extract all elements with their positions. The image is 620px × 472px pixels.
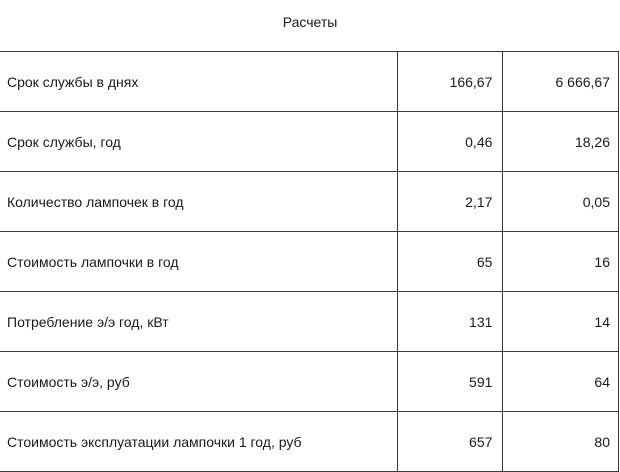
document-title: Расчеты bbox=[282, 14, 338, 30]
row-value-1: 591 bbox=[397, 352, 503, 412]
table-row bbox=[0, 292, 619, 352]
row-value-1: 0,46 bbox=[397, 112, 503, 172]
table-row bbox=[0, 232, 619, 292]
row-value-2: 14 bbox=[503, 292, 619, 352]
row-value-2: 64 bbox=[503, 352, 619, 412]
calculations-table bbox=[0, 51, 619, 472]
table-row bbox=[0, 112, 619, 172]
row-value-2: 18,26 bbox=[503, 112, 619, 172]
row-label: Стоимость эксплуатации лампочки 1 год, руб bbox=[0, 412, 397, 472]
row-value-2: 80 bbox=[503, 412, 619, 472]
row-value-2: 0,05 bbox=[503, 172, 619, 232]
table-row bbox=[0, 172, 619, 232]
row-label: Стоимость э/э, руб bbox=[0, 352, 397, 412]
row-value-1: 657 bbox=[397, 412, 503, 472]
row-value-1: 65 bbox=[397, 232, 503, 292]
row-value-2: 16 bbox=[503, 232, 619, 292]
row-value-1: 2,17 bbox=[397, 172, 503, 232]
row-label: Потребление э/э год, кВт bbox=[0, 292, 397, 352]
row-value-1: 166,67 bbox=[397, 52, 503, 112]
row-label: Стоимость лампочки в год bbox=[0, 232, 397, 292]
table-row bbox=[0, 352, 619, 412]
row-label: Количество лампочек в год bbox=[0, 172, 397, 232]
row-label: Срок службы в днях bbox=[0, 52, 397, 112]
table-row bbox=[0, 412, 619, 472]
row-value-2: 6 666,67 bbox=[503, 52, 619, 112]
row-value-1: 131 bbox=[397, 292, 503, 352]
table-row bbox=[0, 52, 619, 112]
row-label: Срок службы, год bbox=[0, 112, 397, 172]
